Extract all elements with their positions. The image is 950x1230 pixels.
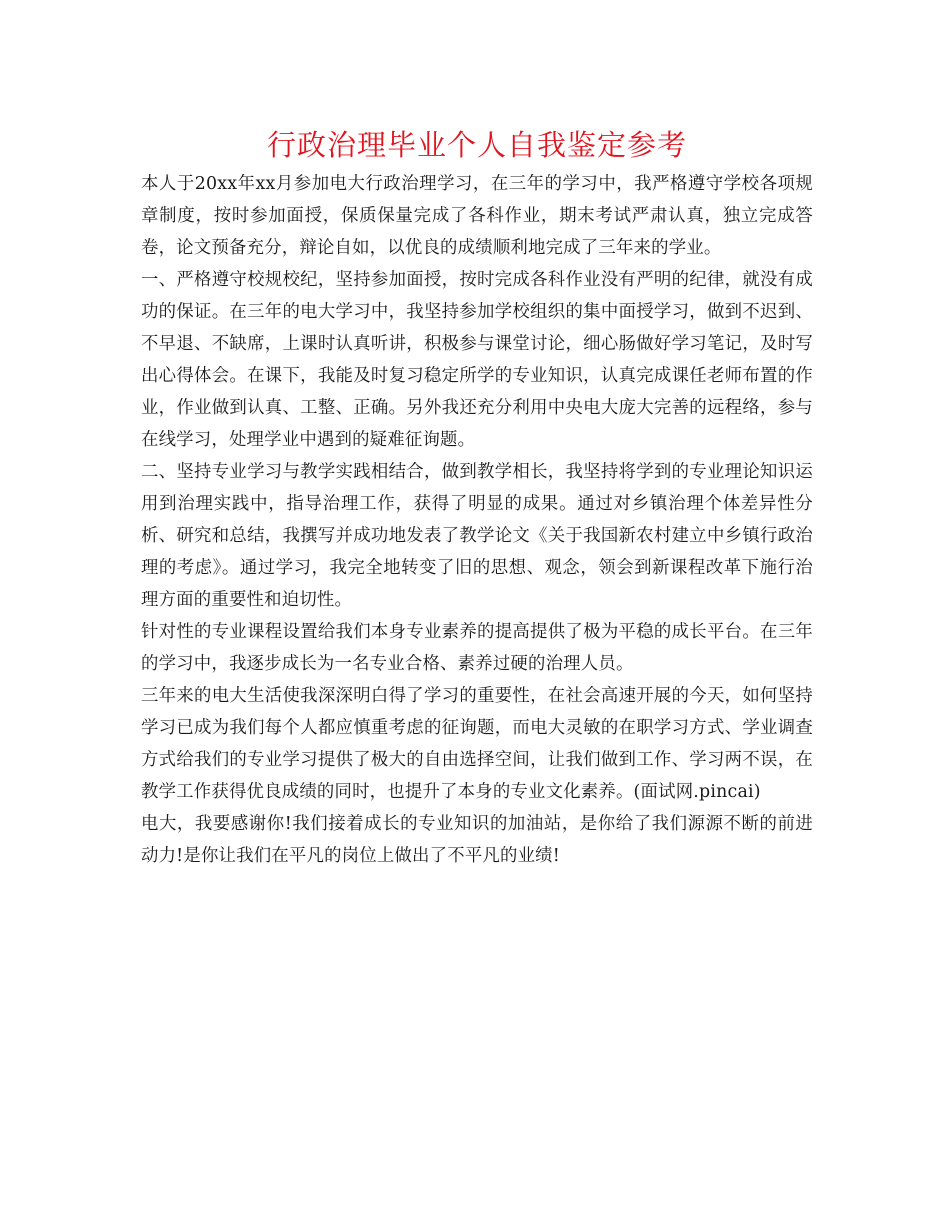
document-title: 行政治理毕业个人自我鉴定参考 bbox=[266, 128, 687, 162]
intro-paragraph: 本人于20xx年xx月参加电大行政治理学习，在三年的学习中，我严格遵守学校各项规章制度，按时参加面授，保质保量完成了各科作业，期末考试严肃认真，独立完成答卷，论文预备充分，辩论自如，以优良的成绩顺利地完成了三年来的学业。 bbox=[141, 174, 813, 258]
document-body bbox=[141, 168, 813, 872]
closing-paragraph: 电大，我要感谢你!我们接着成长的专业知识的加油站，是你给了我们源源不断的前进动力!是你让我们在平凡的岗位上做出了不平凡的业绩! bbox=[141, 814, 813, 866]
document-page bbox=[141, 122, 813, 872]
reflection-paragraph: 三年来的电大生活使我深深明白得了学习的重要性，在社会高速开展的今天，如何坚持学习已成为我们每个人都应慎重考虑的征询题，而电大灵敏的在职学习方式、学业调查方式给我们的专业学习提供了极大的自由选择空间，让我们做到工作、学习两不误，在教学工作获得优良成绩的同时，也提升了本身的专业文化素养。(面试网.pincai) bbox=[141, 686, 813, 802]
curriculum-paragraph: 针对性的专业课程设置给我们本身专业素养的提高提供了极为平稳的成长平台。在三年的学习中，我逐步成长为一名专业合格、素养过硬的治理人员。 bbox=[141, 622, 813, 674]
section-two-paragraph: 二、坚持专业学习与教学实践相结合，做到教学相长，我坚持将学到的专业理论知识运用到治理实践中，指导治理工作，获得了明显的成果。通过对乡镇治理个体差异性分析、研究和总结，我撰写并成功地发表了教学论文《关于我国新农村建立中乡镇行政治理的考虑》。通过学习，我完全地转变了旧的思想、观念，领会到新课程改革下施行治理方面的重要性和迫切性。 bbox=[141, 462, 813, 610]
section-one-paragraph: 一、严格遵守校规校纪，坚持参加面授，按时完成各科作业没有严明的纪律，就没有成功的保证。在三年的电大学习中，我坚持参加学校组织的集中面授学习，做到不迟到、不早退、不缺席，上课时认真听讲，积极参与课堂讨论，细心肠做好学习笔记，及时写出心得体会。在课下，我能及时复习稳定所学的专业知识，认真完成课任老师布置的作业，作业做到认真、工整、正确。另外我还充分利用中央电大庞大完善的远程络，参与在线学习，处理学业中遇到的疑难征询题。 bbox=[141, 270, 813, 450]
